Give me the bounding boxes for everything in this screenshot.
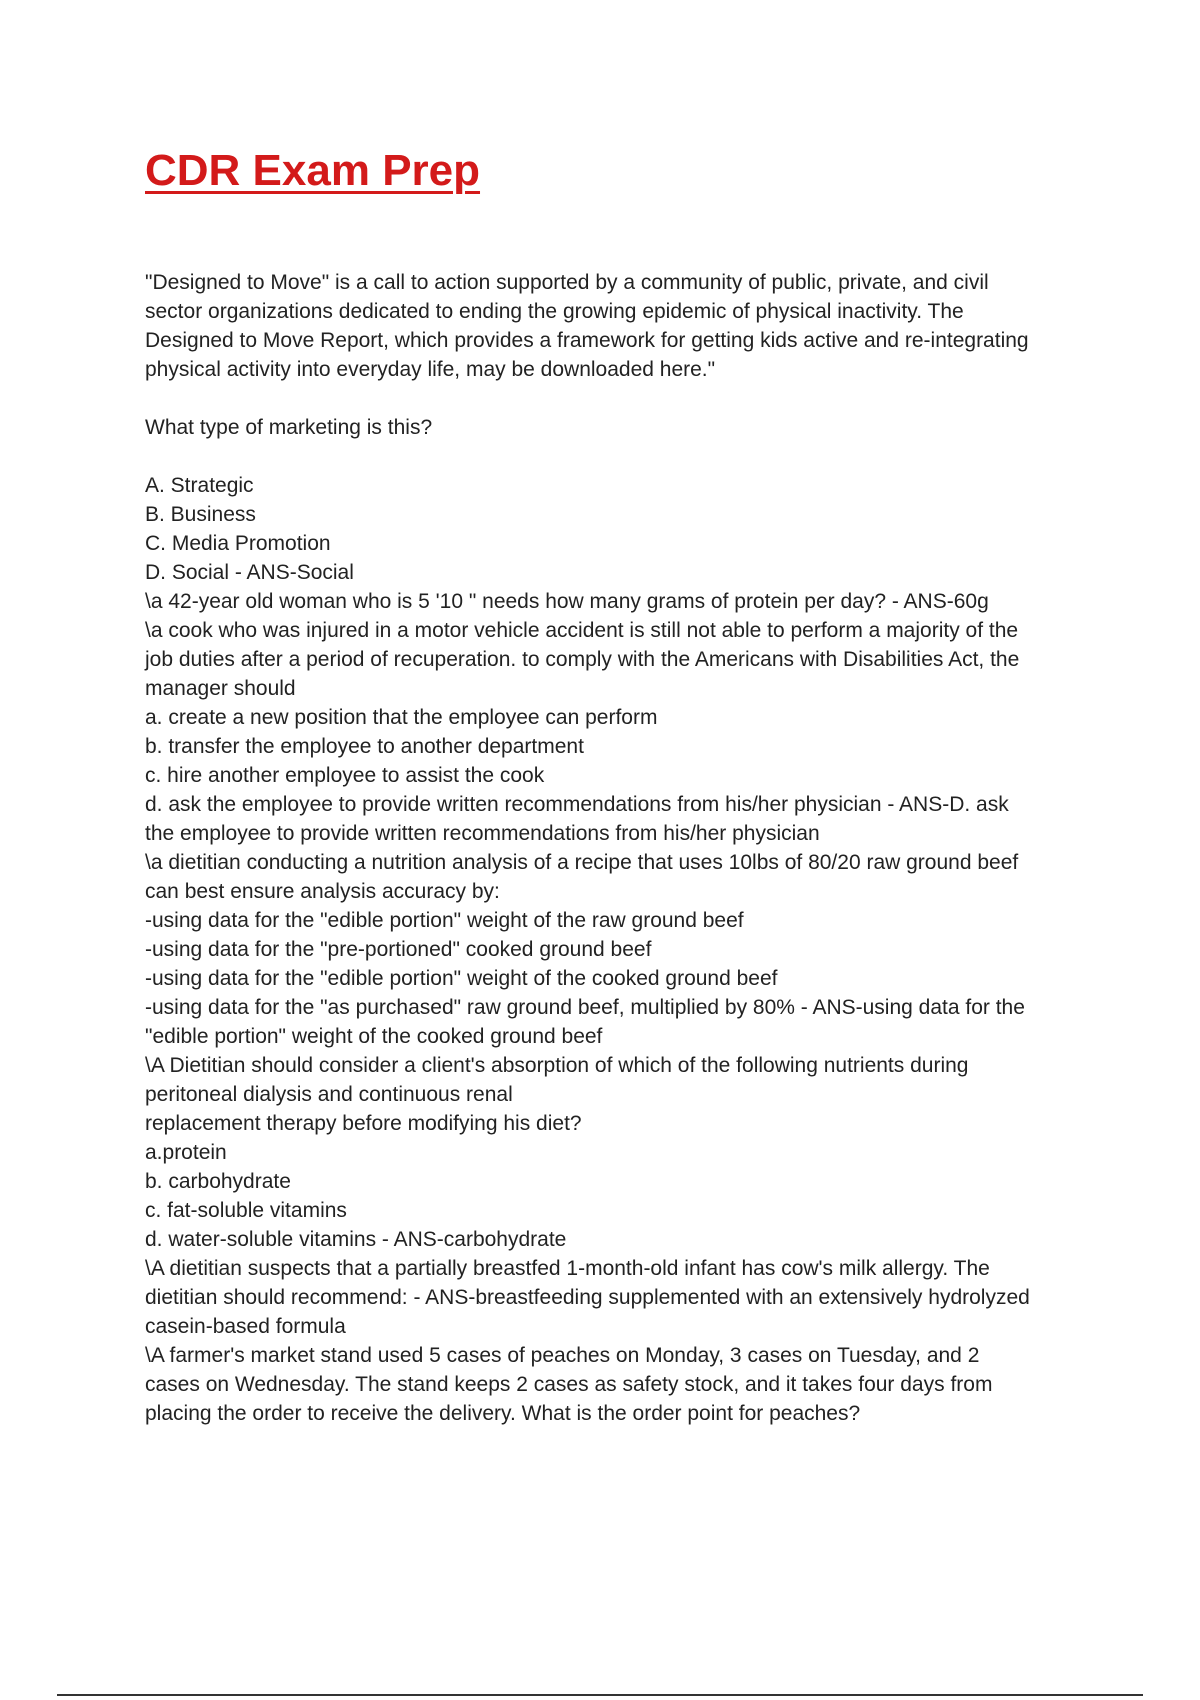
text-line: b. carbohydrate [145, 1170, 291, 1193]
intro-paragraph [145, 268, 1085, 384]
text-line: D. Social - ANS-Social [145, 561, 354, 584]
footer-divider [57, 1694, 1143, 1696]
text-line: d. water-soluble vitamins - ANS-carbohydrate [145, 1228, 567, 1251]
text-line: d. ask the employee to provide written recommendations from his/her physician - ANS-D. ask [145, 793, 1009, 816]
text-line: c. hire another employee to assist the cook [145, 764, 545, 787]
text-line: \a dietitian conducting a nutrition analysis of a recipe that uses 10lbs of 80/20 raw ground beef [145, 851, 1019, 874]
text-line: \a 42-year old woman who is 5 '10 " needs how many grams of protein per day? - ANS-60g [145, 590, 989, 613]
text-line: \A Dietitian should consider a client's absorption of which of the following nutrients during [145, 1054, 969, 1077]
text-line: casein-based formula [145, 1315, 346, 1338]
text-line: replacement therapy before modifying his diet? [145, 1112, 582, 1135]
text-line: -using data for the "edible portion" weight of the cooked ground beef [145, 967, 778, 990]
text-line: "Designed to Move" is a call to action supported by a community of public, private, and civil [145, 271, 989, 294]
text-line: \A farmer's market stand used 5 cases of peaches on Monday, 3 cases on Tuesday, and 2 [145, 1344, 980, 1367]
text-line: peritoneal dialysis and continuous renal [145, 1083, 513, 1106]
text-line: C. Media Promotion [145, 532, 331, 555]
paragraph-gap [145, 442, 1085, 471]
text-line: -using data for the "pre-portioned" cooked ground beef [145, 938, 652, 961]
question-line: What type of marketing is this? [145, 416, 433, 439]
text-line: B. Business [145, 503, 256, 526]
text-line: sector organizations dedicated to ending the growing epidemic of physical inactivity. The [145, 300, 964, 323]
text-line: b. transfer the employee to another department [145, 735, 584, 758]
text-line: \a cook who was injured in a motor vehicle accident is still not able to perform a majority of the [145, 619, 1019, 642]
text-line: manager should [145, 677, 296, 700]
document-title: CDR Exam Prep [145, 146, 481, 195]
text-line: a. create a new position that the employee can perform [145, 706, 658, 729]
text-line: can best ensure analysis accuracy by: [145, 880, 500, 903]
paragraph-gap [145, 384, 1085, 413]
text-line: cases on Wednesday. The stand keeps 2 cases as safety stock, and it takes four days from [145, 1373, 993, 1396]
text-line: A. Strategic [145, 474, 254, 497]
text-line: dietitian should recommend: - ANS-breastfeeding supplemented with an extensively hydrolyzed [145, 1286, 1030, 1309]
text-line: -using data for the "as purchased" raw ground beef, multiplied by 80% - ANS-using data for the [145, 996, 1025, 1019]
document-body [145, 268, 1085, 1428]
text-line: job duties after a period of recuperation. to comply with the Americans with Disabilities Act, the [145, 648, 1020, 671]
text-line: c. fat-soluble vitamins [145, 1199, 347, 1222]
text-line: Designed to Move Report, which provides a framework for getting kids active and re-integrating [145, 329, 1029, 352]
text-line: a.protein [145, 1141, 227, 1164]
text-line: -using data for the "edible portion" weight of the raw ground beef [145, 909, 744, 932]
text-line: \A dietitian suspects that a partially breastfed 1-month-old infant has cow's milk allergy. The [145, 1257, 990, 1280]
text-line: placing the order to receive the delivery. What is the order point for peaches? [145, 1402, 861, 1425]
text-line: "edible portion" weight of the cooked ground beef [145, 1025, 603, 1048]
text-line: physical activity into everyday life, may be downloaded here." [145, 358, 716, 381]
question-list [145, 471, 1085, 1428]
text-line: the employee to provide written recommendations from his/her physician [145, 822, 820, 845]
